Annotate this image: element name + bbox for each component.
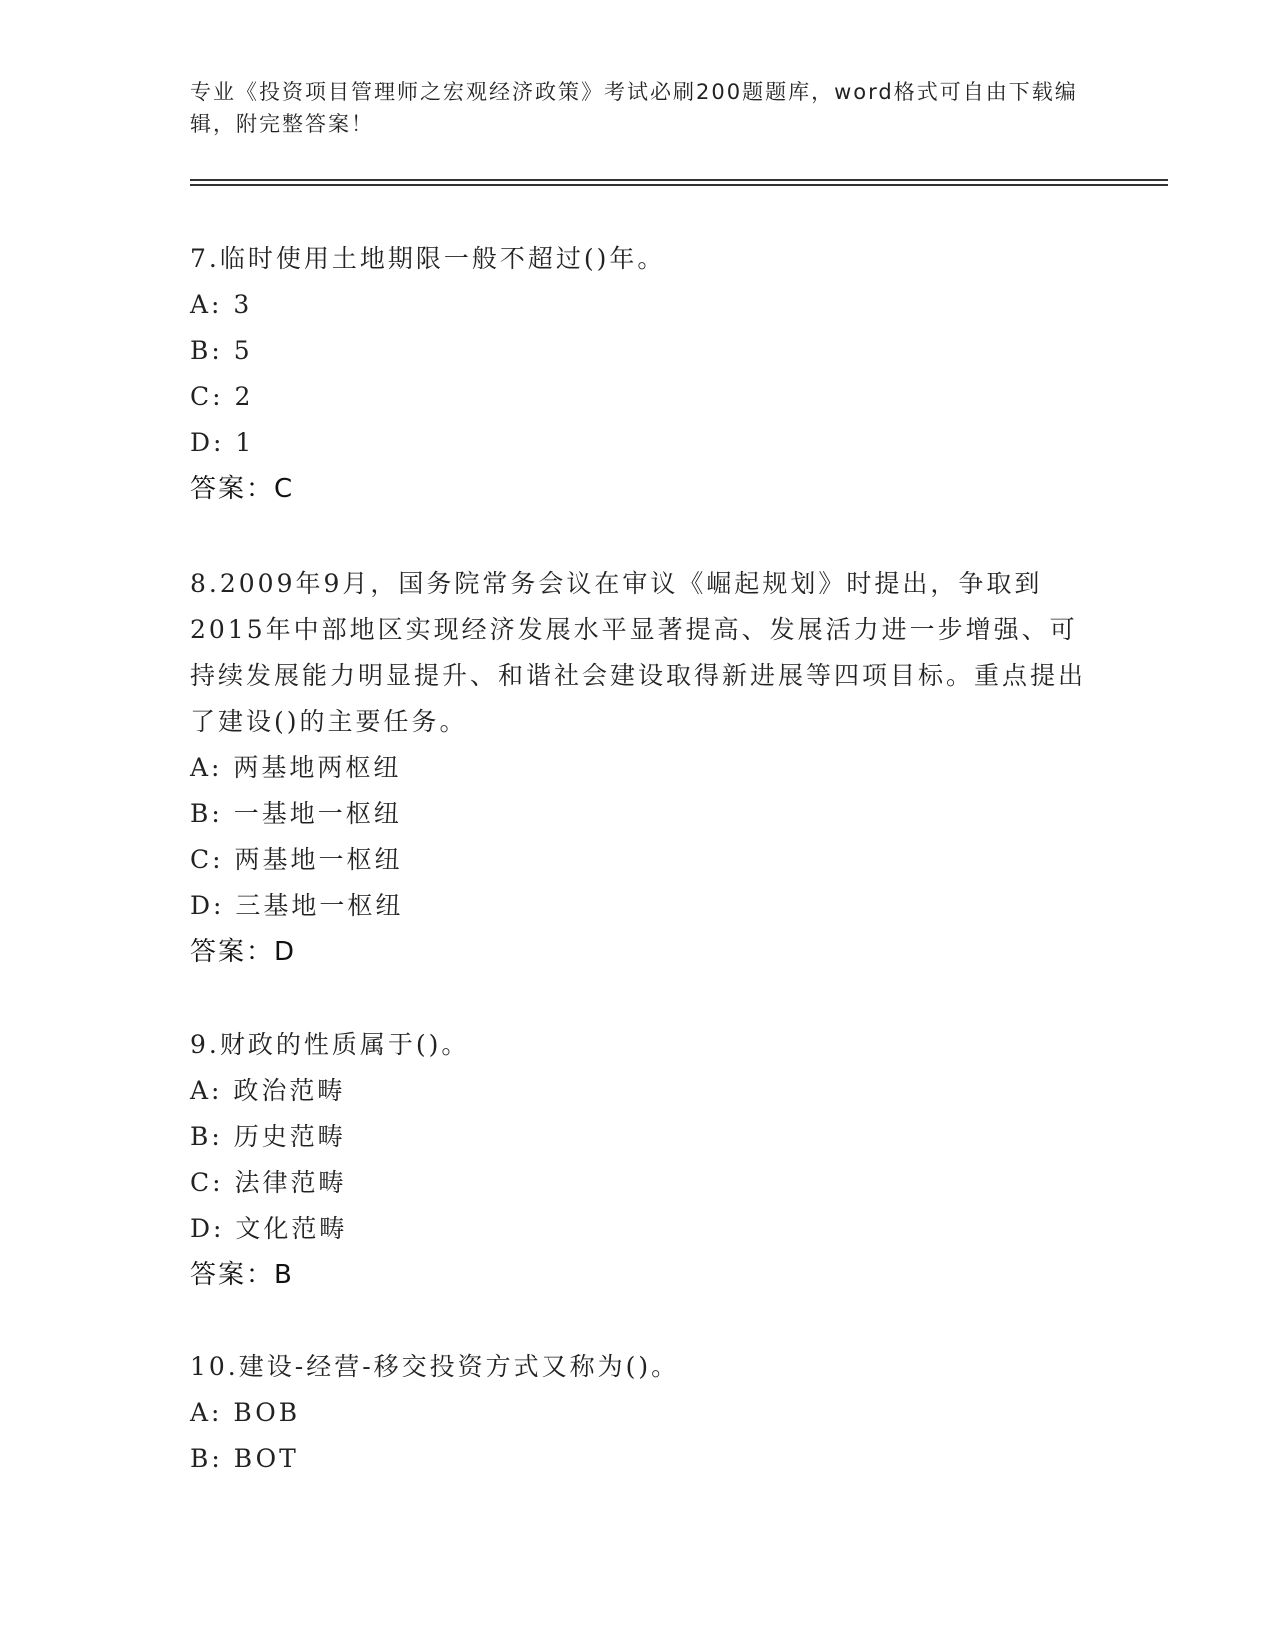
header-divider-top [190, 179, 1168, 181]
answer-line: 答案：D [190, 937, 297, 967]
header-divider-bottom [190, 184, 1168, 186]
question-7 [190, 236, 1090, 512]
option-b: B: BOT [190, 1444, 299, 1473]
option-b: B: 一基地一枢纽 [190, 799, 402, 828]
answer-line: 答案：B [190, 1260, 294, 1290]
option-c: C: 法律范畴 [190, 1168, 347, 1197]
question-8 [190, 561, 1090, 975]
question-10 [190, 1344, 1090, 1482]
option-c: C: 两基地一枢纽 [190, 845, 403, 874]
question-9 [190, 1022, 1090, 1298]
document-header: 专业《投资项目管理师之宏观经济政策》考试必刷200题题库，word格式可自由下载编辑，附完整答案！ [190, 80, 1078, 136]
question-stem: 7.临时使用土地期限一般不超过()年。 [190, 244, 666, 273]
option-a: A: BOB [190, 1398, 301, 1427]
option-b: B: 5 [190, 336, 253, 365]
option-c: C: 2 [190, 382, 254, 411]
question-stem: 8.2009年9月，国务院常务会议在审议《崛起规划》时提出，争取到2015年中部地区实现经济发展水平显著提高、发展活力进一步增强、可持续发展能力明显提升、和谐社会建设取得新进展等四项目标。重点提出了建设()的主要任务。 [190, 569, 1087, 736]
question-stem: 9.财政的性质属于()。 [190, 1030, 470, 1059]
answer-line: 答案：C [190, 474, 295, 504]
option-a: A: 政治范畴 [190, 1076, 346, 1105]
option-d: D: 三基地一枢纽 [190, 891, 404, 920]
question-stem: 10.建设-经营-移交投资方式又称为()。 [190, 1352, 680, 1381]
option-a: A: 3 [190, 290, 253, 319]
option-a: A: 两基地两枢纽 [190, 753, 402, 782]
option-d: D: 1 [190, 428, 255, 457]
option-d: D: 文化范畴 [190, 1214, 348, 1243]
option-b: B: 历史范畴 [190, 1122, 346, 1151]
